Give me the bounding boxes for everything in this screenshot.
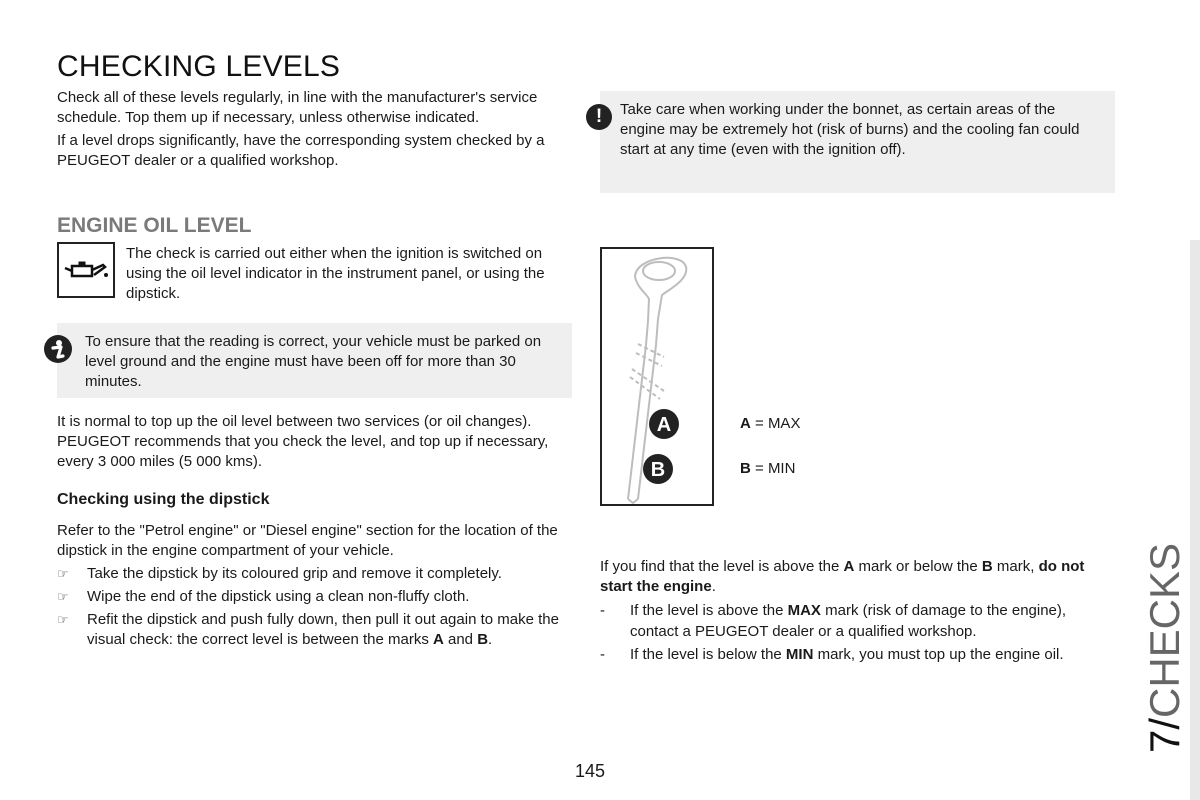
step-text: Take the dipstick by its coloured grip and remove it completely.: [87, 565, 502, 582]
marker-b-label: B: [650, 459, 666, 481]
list-item: [57, 564, 577, 584]
topup-paragraph: It is normal to top up the oil level between two services (or oil changes). PEUGEOT recommends that you check the level, and top up if necessary, every 3 000 miles (5 000 kms).: [57, 413, 549, 470]
info-note-text: To ensure that the reading is correct, your vehicle must be parked on level ground and the engine must have been off for more than 30 minutes.: [85, 333, 542, 390]
pointing-hand-icon: ☞: [57, 589, 69, 604]
side-tab: [1190, 240, 1200, 800]
pointing-hand-icon: ☞: [57, 566, 69, 581]
marker-a-label: A: [656, 414, 672, 436]
list-item: - If the level is above the MAX mark (risk of damage to the engine), contact a PEUGEOT dealer or a qualified workshop.: [600, 602, 1067, 640]
dipstick-location-paragraph: Refer to the "Petrol engine" or "Diesel engine" section for the location of the dipstick in the engine compartment of your vehicle.: [57, 522, 558, 559]
warning-text: Take care when working under the bonnet, as certain areas of the engine may be extremely hot (risk of burns) and the cooling fan could start at any time (even with the ignition off).: [620, 101, 1080, 158]
page-title: CHECKING LEVELS: [57, 50, 341, 83]
chapter-heading: [1140, 542, 1190, 753]
list-item: [57, 610, 577, 650]
oil-can-warning-icon: [57, 242, 115, 298]
level-actions-list: [600, 600, 1110, 667]
list-item: [57, 587, 577, 607]
pointing-hand-icon: ☞: [57, 612, 69, 627]
step-text: Wipe the end of the dipstick using a clean non-fluffy cloth.: [87, 588, 470, 605]
legend-b: B = MIN: [740, 460, 796, 477]
dash-marker: -: [600, 602, 605, 619]
steps-list: [57, 564, 577, 653]
exclamation-circle-icon: !: [586, 104, 612, 130]
dipstick-illustration: [600, 247, 714, 506]
chapter-name: CHECKS: [1141, 542, 1188, 718]
oil-check-text: The check is carried out either when the ignition is switched on using the oil level indicator in the instrument panel, or using the dipstick.: [126, 245, 545, 302]
dash-marker: -: [600, 646, 605, 663]
subsection-title: Checking using the dipstick: [57, 491, 270, 508]
list-item: - If the level is below the MIN mark, you must top up the engine oil.: [600, 646, 1064, 663]
intro-paragraph: Check all of these levels regularly, in line with the manufacturer's service schedule. Top them up if necessary, unless otherwise indicated.: [57, 89, 538, 126]
info-circle-icon: [44, 335, 72, 363]
legend-a: A = MAX: [740, 415, 801, 432]
chapter-number: 7/: [1141, 717, 1188, 753]
section-title: ENGINE OIL LEVEL: [57, 214, 252, 237]
page-number: 145: [574, 761, 606, 781]
intro-paragraph-2: If a level drops significantly, have the corresponding system checked by a PEUGEOT dealer or a qualified workshop.: [57, 132, 545, 169]
level-warning-paragraph: If you find that the level is above the A mark or below the B mark, do not start the engine.: [600, 558, 1085, 595]
step-text: Refit the dipstick and push fully down, then pull it out again to make the visual check: the correct level is between the marks A and B.: [87, 611, 559, 648]
